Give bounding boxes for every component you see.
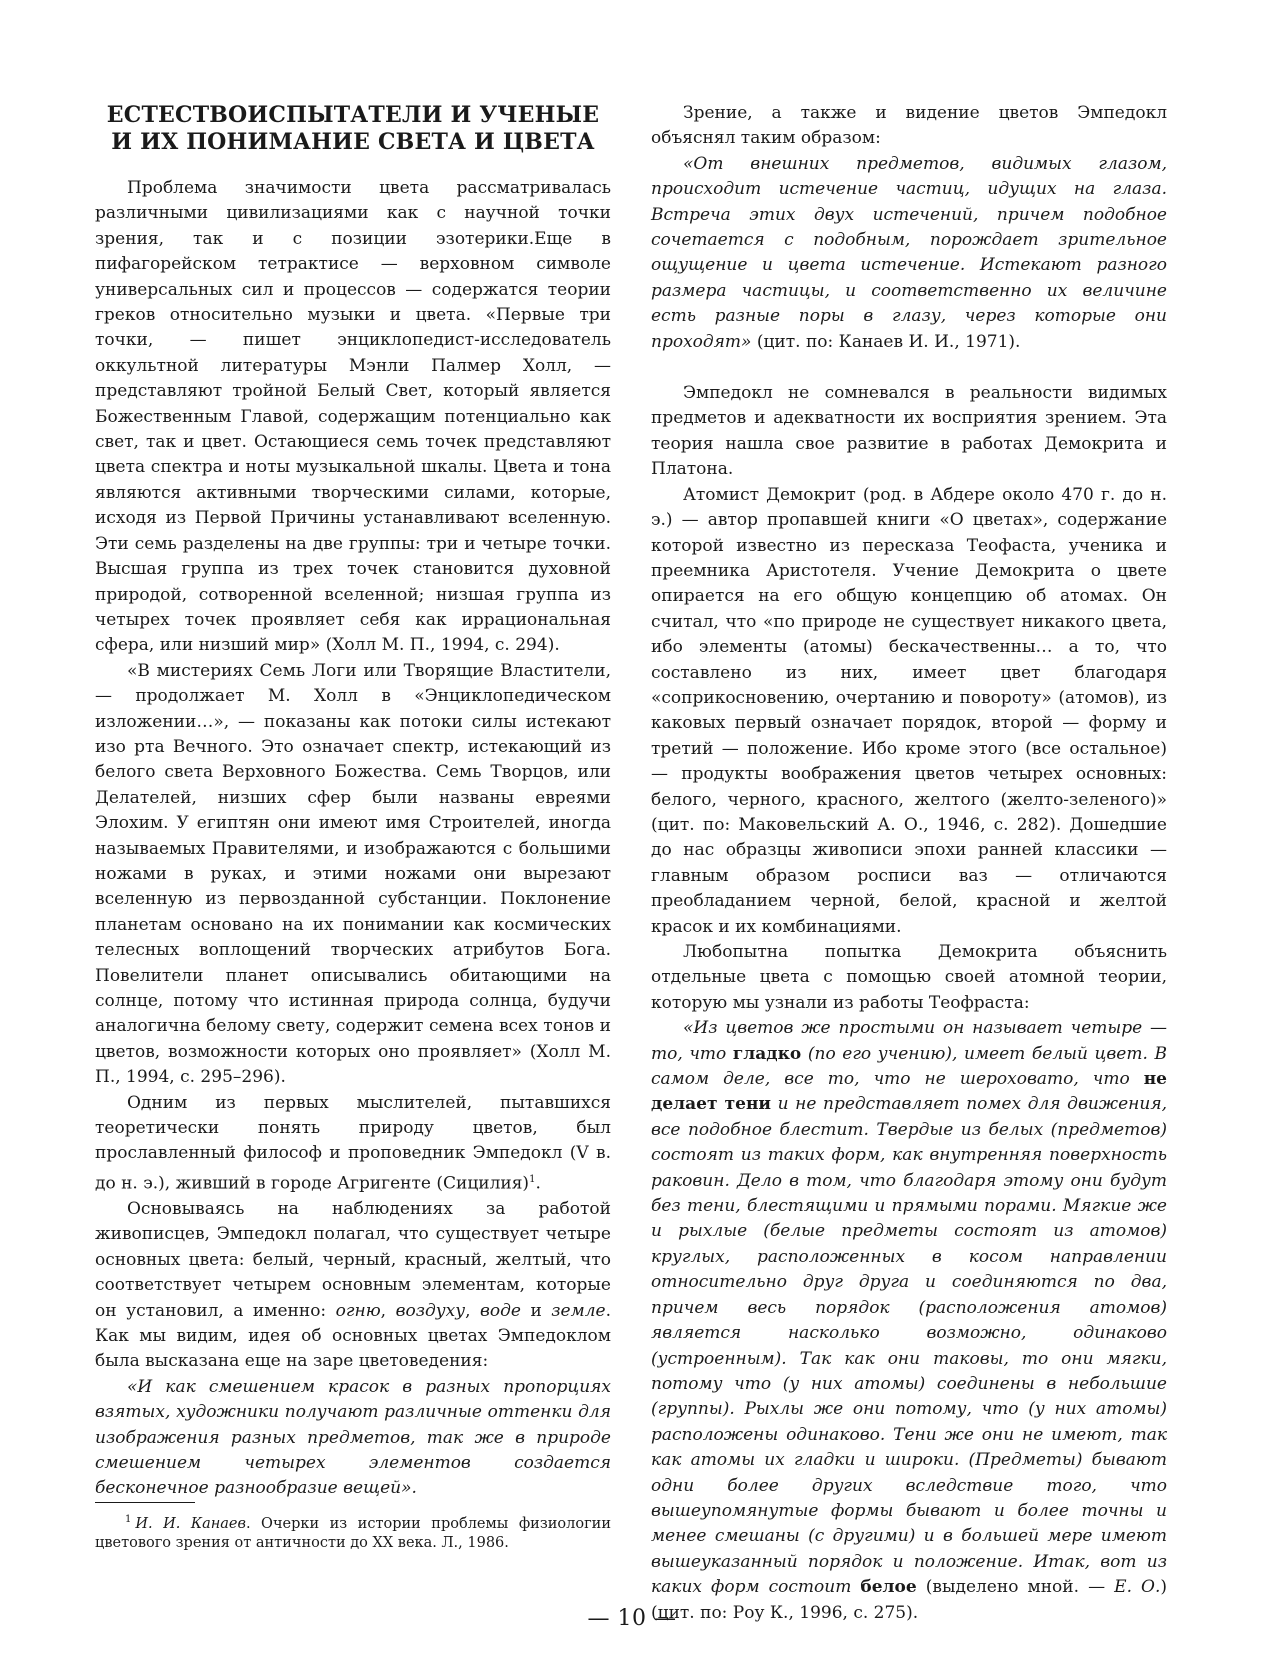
paragraph [95,1197,611,1375]
bold-term: гладко [732,1043,802,1064]
paragraph-text: . Как мы видим, идея об основных цветах Эмпедоклом была высказана еще на заре цветоведения: [95,1300,611,1372]
paragraph: Проблема значимости цвета рассматривалась различными цивилизациями как с научной точки зрения, так и с позиции эзотерики.Еще в пифагорейском тетрактисе — верховном символе универсальных сил и процессов — содержатся теории греков относительно музыки и цвета. «Первые три точки, — пишет энциклопедист-исследователь оккультной литературы Мэнли Палмер Холл, — представляют тройной Белый Свет, который является Божественным Главой, содержащим потенциально как свет, так и цвет. Остающиеся семь точек представляют цвета спектра и ноты музыкальной шкалы. Цвета и тона являются активными творческими силами, которые, исходя из Первой Причины устанавливают вселенную. Эти семь разделены на две группы: три и четыре точки. Высшая группа из трех точек становится духовной природой, сотворенной вселенной; низшая группа из четырех точек проявляет себя как иррациональная сфера, или низший мир» (Холл М. П., 1994, с. 294). [95,178,611,656]
paragraph-text: Основываясь на наблюдениях за работой живописцев, Эмпедокл полагал, что существует четыре основных цвета: белый, черный, красный, желтый, что соответствует четырем основным элементам, которые он установил, а именно: [95,1198,611,1321]
quote: «И как смешением красок в разных пропорциях взятых, художники получают различные оттенки для изображения разных предметов, так же в природе смешением четырех элементов создается бесконечное разнообразие вещей». [95,1376,611,1499]
page-title [95,102,611,156]
quote-text: «Из цветов же простыми он называет четыре — то, что [651,1018,1167,1064]
paragraph-text: Одним из первых мыслителей, пытавшихся теоретически понять природу цветов, был прославленный философ и проповедник Эмпедокл (V в. до н. э.), живший в городе Агригенте (Сицилия) [95,1092,611,1194]
paragraph-text: . [535,1173,541,1194]
paragraph [95,1091,611,1197]
page-number: — 10 — [587,1606,677,1631]
paragraph: «В мистериях Семь Логи или Творящие Властители, — продолжает М. Холл в «Энциклопедическом изложении…», — показаны как потоки силы истекают изо рта Вечного. Это означает спектр, истекающий из белого света Верховного Божества. Семь Творцов, или Делателей, низших сфер были названы евреями Элохим. У египтян они имеют имя Строителей, иногда называемых Правителями, и изображаются с большими ножами в руках, и этими ножами они вырезают вселенную из первозданной субстанции. Поклонение планетам основано на их понимании как космических телесных воплощений творческих атрибутов Бога. Повелители планет описывались обитающими на солнце, потому что истинная природа солнца, будучи аналогична белому свету, содержит семена всех тонов и цветов, возможности которых оно проявляет» (Холл М. П., 1994, с. 295–296). [95,660,611,1088]
footnote-divider [95,1502,195,1503]
author-initials: Е. О. [1114,1577,1161,1598]
paragraph-gap [651,355,1167,381]
quote-text: (по его учению), имеет белый цвет. В самом деле, все то, что не шероховато, что [651,1043,1167,1090]
quote-paragraph [651,152,1167,355]
paragraph-text: и [520,1300,552,1321]
footnote [95,1510,611,1554]
title-line-2: И ИХ ПОНИМАНИЕ СВЕТА И ЦВЕТА [111,129,595,155]
right-column [651,101,1167,1626]
left-column [95,100,611,1502]
paragraph-text: , [380,1300,396,1321]
paragraph: Любопытна попытка Демокрита объяснить отдельные цвета с помощью своей атомной теории, которую мы узнали из работы Теофраста: [651,942,1167,1013]
footnote-mark: 1 [125,1514,132,1525]
citation: (цит. по: Канаев И. И., 1971). [751,331,1021,352]
paragraph-text: , [465,1300,480,1321]
citation: ) (цит. по: Роу К., 1996, с. 275). [651,1577,1168,1623]
emphasis: воде [479,1300,521,1321]
paragraph: Эмпедокл не сомневался в реальности видимых предметов и адекватности их восприятия зрением. Эта теория нашла свое развитие в работах Демокрита и Платона. [651,383,1167,480]
bold-term: белое [860,1577,917,1598]
emphasis: воздуху [395,1300,466,1321]
title-line-1: ЕСТЕСТВОИСПЫТАТЕЛИ И УЧЕНЫЕ [106,102,600,128]
quote-text: (выделено мной. — [916,1577,1115,1598]
quote-text: и не представляет помех для движения, все подобное блестит. Твердые из белых (предметов) состоят из таких форм, как внутренняя поверхность раковин. Дело в том, что благодаря этому они будут без тени, блестящими и прямыми порами. Мягкие же и рыхлые (белые предметы состоят из атомов) круглых, расположенных в косом направлении относительно друг друга и соединяются по два, причем весь порядок (расположения атомов) является насколько возможно, одинаково (устроенным). Так как они таковы, то они мягки, потому что (у них атомы) соединены в небольшие (группы). Рыхлы же они потому, что (у них атомы) расположены одинаково. Тени же они не имеют, так как атомы их гладки и широки. (Предметы) бывают одни более других вследствие того, что вышеупомянутые формы бывают и более точны и менее смешаны (с другими) и в большей мере имеют вышеуказанный порядок и положение. Итак, вот из каких форм состоит [651,1094,1167,1598]
paragraph: Зрение, а также и видение цветов Эмпедокл объяснял таким образом: [651,103,1167,149]
footnote-author: И. И. Канаев [135,1515,246,1532]
emphasis: огню [335,1300,381,1321]
footnote-text: . Очерки из истории проблемы физиологии цветового зрения от античности до XX века. Л., 1986. [95,1515,611,1552]
bold-term: не делает тени [651,1069,1167,1115]
emphasis: земле [551,1300,606,1321]
paragraph: Атомист Демокрит (род. в Абдере около 470 г. до н. э.) — автор пропавшей книги «О цветах», содержание которой известно из пересказа Теофаста, ученика и преемника Аристотеля. Учение Демокрита о цвете опирается на его общую концепцию об атомах. Он считал, что «по природе не существует никакого цвета, ибо элементы (атомы) бескачественны… а то, что составлено из них, имеет цвет благодаря «соприкосновению, очертанию и повороту» (атомов), из каковых первый означает порядок, второй — форму и третий — положение. Ибо кроме этого (все остальное) — продукты воображения цветов четырех основных: белого, черного, красного, желтого (желто-зеленого)» (цит. по: Маковельский А. О., 1946, с. 282). Дошедшие до нас образцы живописи эпохи ранней классики — главным образом росписи ваз — отличаются преобладанием черной, белой, красной и желтой красок и их комбинациями. [651,484,1167,937]
quote [651,1016,1167,1626]
footnote-reference: 1 [529,1173,536,1185]
quote: «От внешних предметов, видимых глазом, происходит истечение частиц, идущих на глаза. Встреча этих двух истечений, причем подобное сочетается с подобным, порождает зрительное ощущение и цвета истечение. Истекают разного размера частицы, и соответственно их величине есть разные поры в глазу, через которые они проходят» [651,153,1167,352]
